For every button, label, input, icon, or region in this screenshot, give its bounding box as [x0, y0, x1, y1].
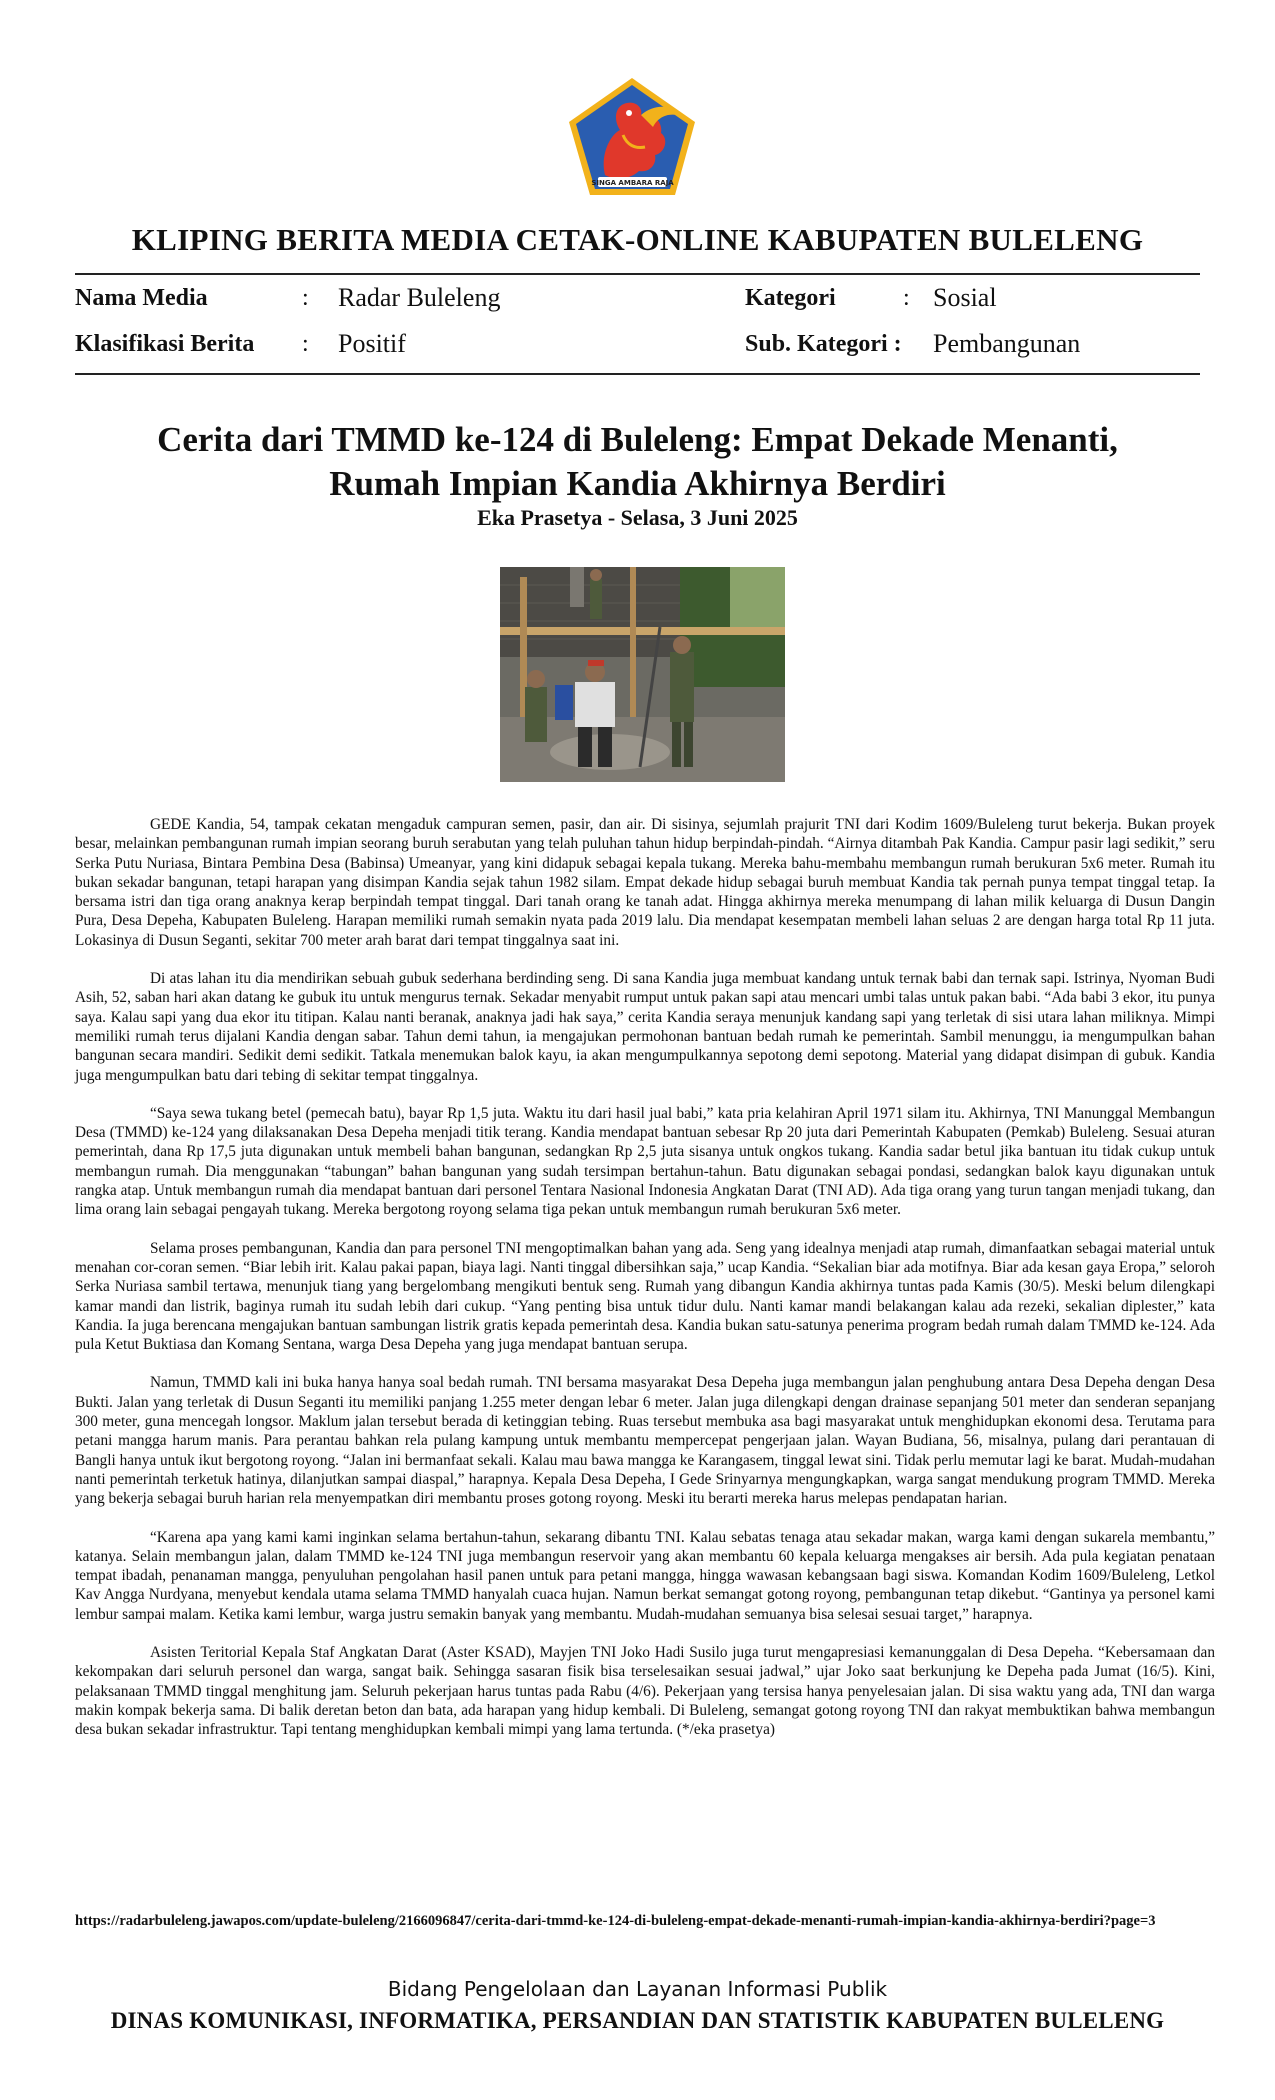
- kategori-label: Kategori: [745, 285, 836, 311]
- kategori-value: Sosial: [933, 283, 997, 312]
- article-title: [75, 418, 1200, 506]
- article-paragraph: Asisten Teritorial Kepala Staf Angkatan Darat (Aster KSAD), Mayjen TNI Joko Hadi Susilo juga turut mengapresiasi kemanunggalan di Desa Depeha. “Kebersamaan dan kekompakan dari seluruh personel dan warga, sangat baik. Sehingga sasaran fisik bisa terselesaikan sesuai jadwal,” ujar Joko saat berkunjung ke Depeha pada Jumat (16/5). Kini, pelaksanaan TMMD tinggal menghitung jam. Seluruh pekerjaan harus tuntas pada Rabu (4/6). Pekerjaan yang tersisa hanya penyelesaian jalan. Di sisa waktu yang ada, TNI dan warga makin kompak bekerja sama. Di balik deretan beton dan bata, ada harapan yang hidup kembali. Di Buleleng, semangat gotong royong TNI dan rakyat membuktikan bahwa membangun desa bukan sekadar infrastruktur. Tapi tentang menghidupkan kembali mimpi yang lama tertunda. (*/eka prasetya): [75, 1643, 1215, 1739]
- kategori-colon: :: [903, 285, 910, 311]
- article-byline: Eka Prasetya - Selasa, 3 Juni 2025: [477, 505, 798, 530]
- article-title-line-2: Rumah Impian Kandia Akhirnya Berdiri: [329, 464, 946, 503]
- article-title-line-1: Cerita dari TMMD ke-124 di Buleleng: Empat Dekade Menanti,: [157, 420, 1118, 459]
- nama-media-value: Radar Buleleng: [338, 283, 501, 312]
- header-bottom-divider: [75, 373, 1200, 375]
- sub-kategori-value: Pembangunan: [933, 329, 1081, 358]
- clipping-header-title: KLIPING BERITA MEDIA CETAK-ONLINE KABUPATEN BULELENG: [131, 222, 1144, 257]
- footer-agency-name: DINAS KOMUNIKASI, INFORMATIKA, PERSANDIAN DAN STATISTIK KABUPATEN BULELENG: [110, 2008, 1165, 2033]
- footer-division-name: Bidang Pengelolaan dan Layanan Informasi Publik: [387, 1977, 888, 2001]
- klasifikasi-value: Positif: [338, 329, 406, 358]
- logo-motto: SINGA AMBARA RAJA: [591, 179, 674, 187]
- source-url-link[interactable]: https://radarbuleleng.jawapos.com/update-buleleng/2166096847/cerita-dari-tmmd-ke-124-di-buleleng-empat-dekade-menanti-rumah-impian-kandia-akhirnya-berdiri?page=3: [75, 1913, 1156, 1929]
- buleleng-regency-logo: [565, 75, 700, 200]
- article-paragraph: “Saya sewa tukang betel (pemecah batu), bayar Rp 1,5 juta. Waktu itu dari hasil jual babi,” kata pria kelahiran April 1971 silam itu. Akhirnya, TNI Manunggal Membangun Desa (TMMD) ke-124 yang dilaksanakan Desa Depeha menjadi titik terang. Kandia mendapat bantuan sebesar Rp 20 juta dari Pemerintah Kabupaten (Pemkab) Buleleng. Sesuai aturan pemerintah, dana Rp 17,5 juta digunakan untuk membeli bahan bangunan, sedangkan Rp 2,5 juta sisanya untuk ongkos tukang. Kandia sadar betul jika bantuan itu tidak cukup untuk membangun rumah. Dia menggunakan “tabungan” bahan bangunan yang sudah tersimpan bertahun-tahun. Batu digunakan sebagai pondasi, sedangkan balok kayu digunakan untuk rangka atap. Untuk membangun rumah dia mendapat bantuan dari personel Tentara Nasional Indonesia Angkatan Darat (TNI AD). Ada tiga orang yang turun tangan menjadi tukang, dan lima orang lain sebagai pengayah tukang. Mereka bergotong royong selama tiga pekan untuk membangun rumah berukuran 5x6 meter.: [75, 1104, 1215, 1219]
- klasifikasi-colon: :: [302, 331, 309, 357]
- article-paragraph: Selama proses pembangunan, Kandia dan para personel TNI mengoptimalkan bahan yang ada. Seng yang idealnya menjadi atap rumah, dimanfaatkan sebagai material untuk menahan cor-coran semen. “Biar lebih irit. Kalau pakai papan, biaya lagi. Nanti tinggal dibersihkan saja,” ucap Kandia. “Sekalian biar ada motifnya. Biar ada kesan gaya Eropa,” seloroh Serka Nuriasa sambil tertawa, menunjuk tiang yang bergelombang mengikuti bentuk seng. Rumah yang dibangun Kandia akhirnya tuntas pada Kamis (30/5). Meski belum dilengkapi kamar mandi dan listrik, baginya rumah itu sudah lebih dari cukup. “Yang penting bisa untuk tidur dulu. Nanti kamar mandi belakangan kalau ada rezeki, sekalian diplester,” kata Kandia. Ia juga berencana mengajukan bantuan sambungan listrik gratis kepada pemerintah desa. Kandia bukan satu-satunya penerima program bedah rumah dalam TMMD ke-124. Ada pula Ketut Buktiasa dan Komang Sentana, warga Desa Depeha yang juga mendapat bantuan serupa.: [75, 1239, 1215, 1354]
- header-top-divider: [75, 273, 1200, 275]
- article-paragraph: Di atas lahan itu dia mendirikan sebuah gubuk sederhana berdinding seng. Di sana Kandia juga membuat kandang untuk ternak babi dan ternak sapi. Istrinya, Nyoman Budi Asih, 52, saban hari akan datang ke gubuk itu untuk mengurus ternak. Sekadar menyabit rumput untuk pakan sapi atau mencari umbi talas untuk pakan babi. “Ada babi 3 ekor, itu punya saya. Kalau sapi yang dua ekor itu titipan. Kalau nanti beranak, anaknya jadi hak saya,” cerita Kandia seraya menunjuk kandang sapi yang terletak di sisi utara lahan miliknya. Mimpi memiliki rumah terus dijalani Kandia dengan sabar. Tahun demi tahun, ia mengajukan permohonan bantuan bedah rumah ke pemerintah. Sambil menunggu, ia mengumpulkan bahan bangunan secara mandiri. Sedikit demi sedikit. Tatkala menemukan balok kayu, ia akan mengumpulkannya sepotong demi sepotong. Material yang didapat disimpan di gubuk. Kandia juga mengumpulkan batu dari tebing di sekitar tempat tinggalnya.: [75, 970, 1215, 1084]
- nama-media-label: Nama Media: [75, 285, 208, 311]
- sub-kategori-label: Sub. Kategori :: [745, 331, 902, 357]
- article-photo: [500, 567, 785, 782]
- klasifikasi-label: Klasifikasi Berita: [75, 331, 255, 357]
- article-paragraph: GEDE Kandia, 54, tampak cekatan mengaduk campuran semen, pasir, dan air. Di sisinya, sejumlah prajurit TNI dari Kodim 1609/Buleleng turut bekerja. Bukan proyek besar, melainkan pembangunan rumah impian seorang buruh serabutan yang telah puluhan tahun hidup berpindah-pindah. “Airnya ditambah Pak Kandia. Campur pasir lagi sedikit,” seru Serka Putu Nuriasa, Bintara Pembina Desa (Babinsa) Umeanyar, yang kini didapuk sebagai kepala tukang. Mereka bahu-membahu membangun rumah berukuran 5x6 meter. Rumah itu bukan sekadar bangunan, tetapi harapan yang disimpan Kandia sejak tahun 1982 silam. Empat dekade hidup sebagai buruh membuat Kandia tak pernah punya tempat tinggal tetap. Ia bersama istri dan tiga orang anaknya kerap berpindah tempat tinggal. Dari tanah orang ke tanah adat. Hingga akhirnya mereka menumpang di lahan milik keluarga di Dusun Dangin Pura, Desa Depeha, Kabupaten Buleleng. Harapan memiliki rumah semakin nyata pada 2019 lalu. Dia mendapat kesempatan membeli lahan seluas 2 are dengan harga total Rp 11 juta. Lokasinya di Dusun Seganti, sekitar 700 meter arah barat dari tempat tinggalnya saat ini.: [75, 816, 1215, 949]
- nama-media-colon: :: [302, 285, 309, 311]
- article-paragraph: Namun, TMMD kali ini buka hanya hanya soal bedah rumah. TNI bersama masyarakat Desa Depeha juga membangun jalan penghubung antara Desa Depeha dengan Desa Bukti. Jalan yang terletak di Dusun Seganti itu memiliki panjang 1.255 meter dengan lebar 6 meter. Jalan juga dilengkapi dengan drainase sepanjang 501 meter dan senderan sepanjang 300 meter, guna mencegah longsor. Maklum jalan tersebut berada di ketinggian tebing. Ruas tersebut membuka asa bagi masyarakat untuk menghidupkan ekonomi desa. Terutama para petani mangga harum manis. Para perantau bahkan rela pulang kampung untuk membantu mempercepat pengerjaan jalan. Wayan Budiana, 56, misalnya, pulang dari perantauan di Bangli hanya untuk ikut bergotong royong. “Jalan ini bermanfaat sekali. Kalau mau bawa mangga ke Karangasem, tinggal lewat sini. Tidak perlu memutar lagi ke barat. Mudah-mudahan nanti pemerintah terketuk hatinya, dilanjutkan sampai diaspal,” harapnya. Kepala Desa Depeha, I Gede Srinyarnya mengungkapkan, warga sangat mendukung program TMMD. Mereka yang bekerja sebagai buruh harian rela menyempatkan diri membantu proses gotong royong. Meski itu berarti mereka harus melepas pendapatan harian.: [75, 1374, 1215, 1508]
- article-paragraph: “Karena apa yang kami kami inginkan selama bertahun-tahun, sekarang dibantu TNI. Kalau sebatas tenaga atau sekadar makan, warga kami dengan sukarela membantu,” katanya. Selain membangun jalan, dalam TMMD ke-124 TNI juga membangun reservoir yang akan membantu 60 kepala keluarga mengakses air bersih. Ada pula kegiatan penataan tempat ibadah, penanaman mangga, penyuluhan pengolahan hasil panen untuk para petani mangga, hingga wawasan kebangsaan bagi siswa. Komandan Kodim 1609/Buleleng, Letkol Kav Angga Nurdyana, menyebut kendala utama selama TMMD hanyalah cuaca hujan. Namun berkat semangat gotong royong, pembangunan tetap dikebut. “Gantinya ya personel kami lembur sampai malam. Ketika kami lembur, warga justru semakin banyak yang membantu. Mudah-mudahan semuanya bisa selesai sesuai target,” harapnya.: [75, 1528, 1215, 1623]
- article-body: [75, 815, 1215, 1758]
